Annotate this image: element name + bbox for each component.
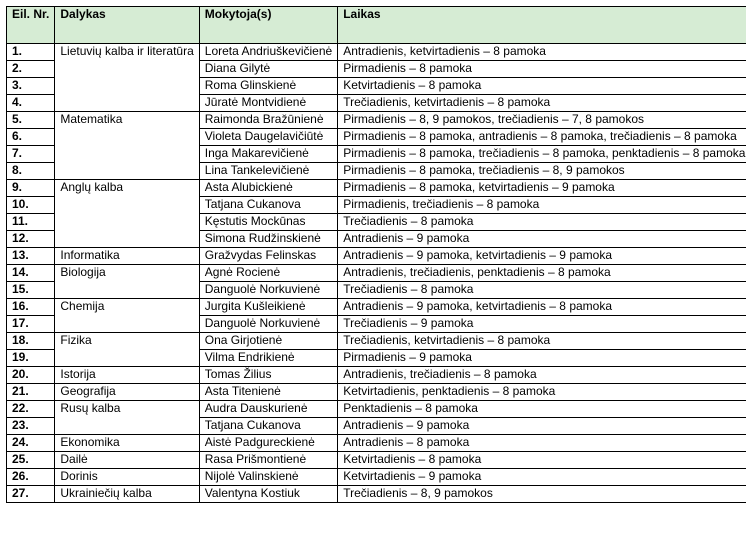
teacher-cell: Tomas Žilius bbox=[199, 367, 337, 384]
teacher-cell: Aistė Padgureckienė bbox=[199, 435, 337, 452]
table-row bbox=[7, 333, 746, 350]
subject-cell: Biologija bbox=[55, 265, 199, 299]
time-cell: Trečiadienis – 8, 9 pamokos bbox=[338, 486, 746, 503]
row-number: 5. bbox=[7, 112, 55, 129]
teacher-cell: Jurgita Kušleikienė bbox=[199, 299, 337, 316]
row-number: 9. bbox=[7, 180, 55, 197]
table-row bbox=[7, 299, 746, 316]
time-cell: Antradienis – 9 pamoka bbox=[338, 231, 746, 248]
schedule-table bbox=[6, 6, 746, 503]
time-cell: Trečiadienis – 9 pamoka bbox=[338, 316, 746, 333]
row-number: 26. bbox=[7, 469, 55, 486]
time-cell: Antradienis – 9 pamoka, ketvirtadienis – 9 pamoka bbox=[338, 248, 746, 265]
row-number: 18. bbox=[7, 333, 55, 350]
table-header bbox=[7, 7, 746, 44]
time-cell: Trečiadienis, ketvirtadienis – 8 pamoka bbox=[338, 95, 746, 112]
time-cell: Pirmadienis – 9 pamoka bbox=[338, 350, 746, 367]
row-number: 12. bbox=[7, 231, 55, 248]
table-row bbox=[7, 469, 746, 486]
table-row bbox=[7, 486, 746, 503]
header-row bbox=[7, 7, 746, 44]
table-row bbox=[7, 265, 746, 282]
table-row bbox=[7, 112, 746, 129]
time-cell: Trečiadienis – 8 pamoka bbox=[338, 214, 746, 231]
teacher-cell: Roma Glinskienė bbox=[199, 78, 337, 95]
subject-cell: Chemija bbox=[55, 299, 199, 333]
time-cell: Antradienis, trečiadienis, penktadienis – 8 pamoka bbox=[338, 265, 746, 282]
table-body bbox=[7, 44, 746, 503]
teacher-cell: Diana Gilytė bbox=[199, 61, 337, 78]
row-number: 27. bbox=[7, 486, 55, 503]
row-number: 13. bbox=[7, 248, 55, 265]
time-cell: Pirmadienis – 8 pamoka, trečiadienis – 8, 9 pamokos bbox=[338, 163, 746, 180]
teacher-cell: Ona Girjotienė bbox=[199, 333, 337, 350]
row-number: 23. bbox=[7, 418, 55, 435]
time-cell: Antradienis, trečiadienis – 8 pamoka bbox=[338, 367, 746, 384]
teacher-cell: Simona Rudžinskienė bbox=[199, 231, 337, 248]
time-cell: Pirmadienis – 8 pamoka, ketvirtadienis – 9 pamoka bbox=[338, 180, 746, 197]
teacher-cell: Gražvydas Felinskas bbox=[199, 248, 337, 265]
teacher-cell: Asta Alubickienė bbox=[199, 180, 337, 197]
header-nr: Eil. Nr. bbox=[7, 7, 55, 44]
subject-cell: Informatika bbox=[55, 248, 199, 265]
row-number: 14. bbox=[7, 265, 55, 282]
time-cell: Ketvirtadienis, penktadienis – 8 pamoka bbox=[338, 384, 746, 401]
time-cell: Trečiadienis, ketvirtadienis – 8 pamoka bbox=[338, 333, 746, 350]
row-number: 3. bbox=[7, 78, 55, 95]
row-number: 10. bbox=[7, 197, 55, 214]
teacher-cell: Agnė Rocienė bbox=[199, 265, 337, 282]
time-cell: Antradienis – 9 pamoka, ketvirtadienis – 8 pamoka bbox=[338, 299, 746, 316]
row-number: 19. bbox=[7, 350, 55, 367]
subject-cell: Rusų kalba bbox=[55, 401, 199, 435]
teacher-cell: Violeta Daugelavičiūtė bbox=[199, 129, 337, 146]
header-teacher: Mokytoja(s) bbox=[199, 7, 337, 44]
time-cell: Penktadienis – 8 pamoka bbox=[338, 401, 746, 418]
row-number: 2. bbox=[7, 61, 55, 78]
subject-cell: Ekonomika bbox=[55, 435, 199, 452]
subject-cell: Anglų kalba bbox=[55, 180, 199, 248]
teacher-cell: Danguolė Norkuvienė bbox=[199, 316, 337, 333]
subject-cell: Dorinis bbox=[55, 469, 199, 486]
teacher-cell: Raimonda Bražūnienė bbox=[199, 112, 337, 129]
row-number: 22. bbox=[7, 401, 55, 418]
table-row bbox=[7, 180, 746, 197]
subject-cell: Lietuvių kalba ir literatūra bbox=[55, 44, 199, 112]
subject-cell: Geografija bbox=[55, 384, 199, 401]
table-row bbox=[7, 452, 746, 469]
time-cell: Antradienis – 9 pamoka bbox=[338, 418, 746, 435]
teacher-cell: Audra Dauskurienė bbox=[199, 401, 337, 418]
subject-cell: Istorija bbox=[55, 367, 199, 384]
teacher-cell: Kęstutis Mockūnas bbox=[199, 214, 337, 231]
teacher-cell: Lina Tankelevičienė bbox=[199, 163, 337, 180]
time-cell: Ketvirtadienis – 8 pamoka bbox=[338, 452, 746, 469]
row-number: 7. bbox=[7, 146, 55, 163]
row-number: 6. bbox=[7, 129, 55, 146]
time-cell: Pirmadienis – 8 pamoka, antradienis – 8 pamoka, trečiadienis – 8 pamoka bbox=[338, 129, 746, 146]
header-subject: Dalykas bbox=[55, 7, 199, 44]
subject-cell: Matematika bbox=[55, 112, 199, 180]
row-number: 1. bbox=[7, 44, 55, 61]
row-number: 16. bbox=[7, 299, 55, 316]
teacher-cell: Tatjana Cukanova bbox=[199, 197, 337, 214]
row-number: 20. bbox=[7, 367, 55, 384]
table-row bbox=[7, 384, 746, 401]
row-number: 24. bbox=[7, 435, 55, 452]
time-cell: Pirmadienis – 8, 9 pamokos, trečiadienis – 7, 8 pamokos bbox=[338, 112, 746, 129]
time-cell: Trečiadienis – 8 pamoka bbox=[338, 282, 746, 299]
subject-cell: Dailė bbox=[55, 452, 199, 469]
teacher-cell: Rasa Prišmontienė bbox=[199, 452, 337, 469]
time-cell: Pirmadienis – 8 pamoka bbox=[338, 61, 746, 78]
teacher-cell: Danguolė Norkuvienė bbox=[199, 282, 337, 299]
subject-cell: Fizika bbox=[55, 333, 199, 367]
table-row bbox=[7, 367, 746, 384]
teacher-cell: Jūratė Montvidienė bbox=[199, 95, 337, 112]
time-cell: Pirmadienis – 8 pamoka, trečiadienis – 8 pamoka, penktadienis – 8 pamoka bbox=[338, 146, 746, 163]
teacher-cell: Valentyna Kostiuk bbox=[199, 486, 337, 503]
row-number: 8. bbox=[7, 163, 55, 180]
teacher-cell: Tatjana Cukanova bbox=[199, 418, 337, 435]
row-number: 11. bbox=[7, 214, 55, 231]
table-row bbox=[7, 248, 746, 265]
row-number: 15. bbox=[7, 282, 55, 299]
table-row bbox=[7, 44, 746, 61]
row-number: 17. bbox=[7, 316, 55, 333]
time-cell: Ketvirtadienis – 8 pamoka bbox=[338, 78, 746, 95]
teacher-cell: Asta Titenienė bbox=[199, 384, 337, 401]
subject-cell: Ukrainiečių kalba bbox=[55, 486, 199, 503]
time-cell: Pirmadienis, trečiadienis – 8 pamoka bbox=[338, 197, 746, 214]
time-cell: Ketvirtadienis – 9 pamoka bbox=[338, 469, 746, 486]
teacher-cell: Vilma Endrikienė bbox=[199, 350, 337, 367]
row-number: 21. bbox=[7, 384, 55, 401]
teacher-cell: Loreta Andriuškevičienė bbox=[199, 44, 337, 61]
header-time: Laikas bbox=[338, 7, 746, 44]
row-number: 25. bbox=[7, 452, 55, 469]
time-cell: Antradienis – 8 pamoka bbox=[338, 435, 746, 452]
teacher-cell: Inga Makarevičienė bbox=[199, 146, 337, 163]
table-row bbox=[7, 435, 746, 452]
row-number: 4. bbox=[7, 95, 55, 112]
time-cell: Antradienis, ketvirtadienis – 8 pamoka bbox=[338, 44, 746, 61]
table-row bbox=[7, 401, 746, 418]
teacher-cell: Nijolė Valinskienė bbox=[199, 469, 337, 486]
